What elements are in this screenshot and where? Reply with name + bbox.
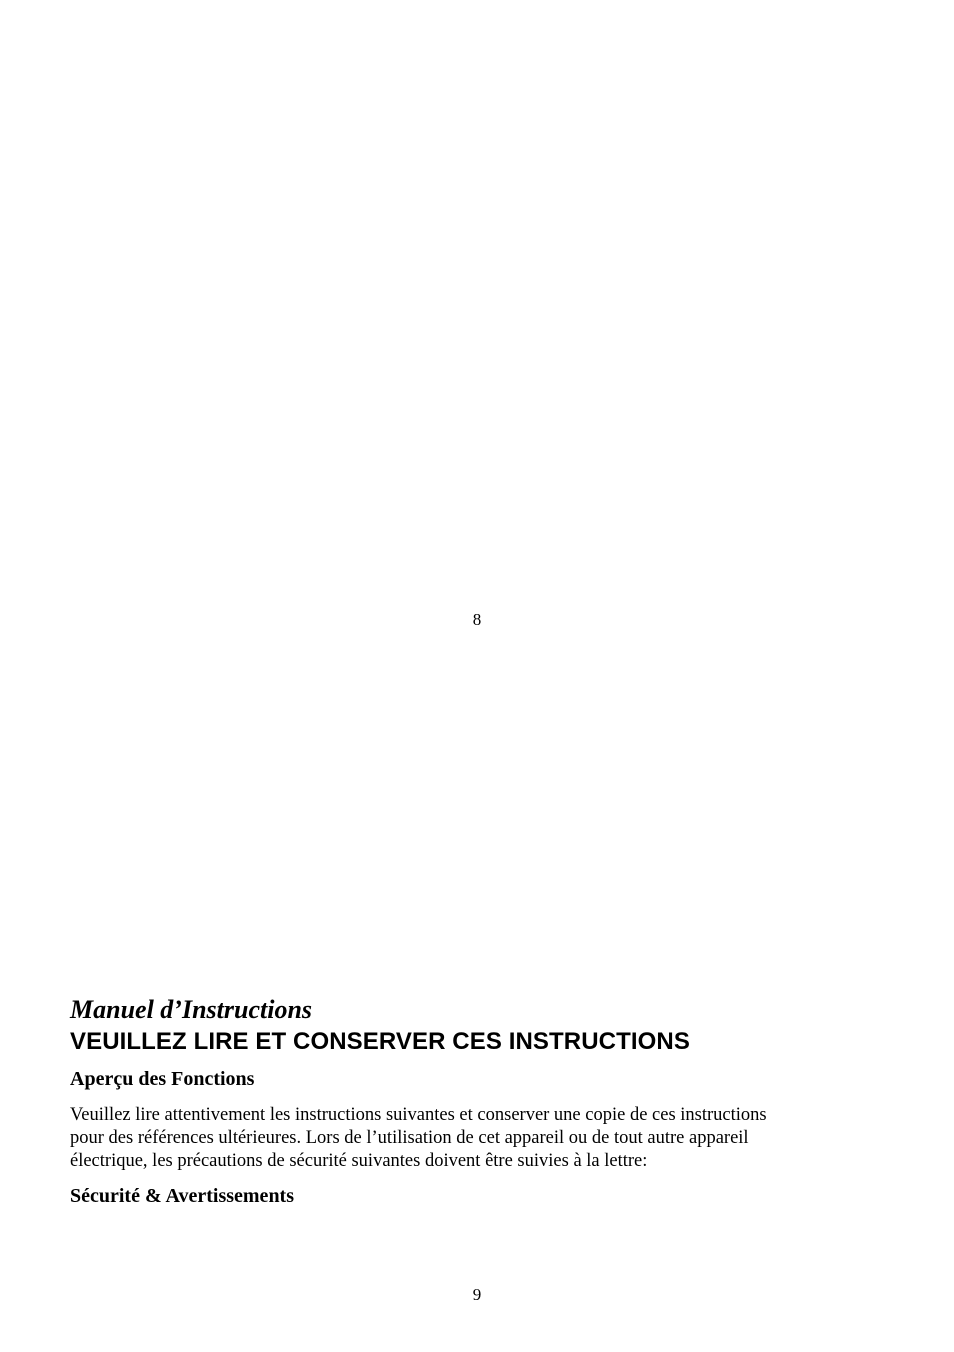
section-heading-overview: Aperçu des Fonctions [70,1068,255,1090]
page-number-bottom: 9 [472,1285,482,1304]
page-number-top: 8 [472,610,482,629]
paragraph-line: pour des références ultérieures. Lors de l’utilisation de cet appareil ou de tout autre appareil [70,1128,749,1148]
intro-paragraph [70,1104,890,1173]
document-content [70,994,890,1208]
section-heading-safety: Sécurité & Avertissements [70,1185,295,1207]
read-and-keep-heading: VEUILLEZ LIRE ET CONSERVER CES INSTRUCTIONS [70,1028,690,1055]
paragraph-line: Veuillez lire attentivement les instructions suivantes et conserver une copie de ces instructions [70,1105,767,1125]
paragraph-line: électrique, les précautions de sécurité suivantes doivent être suivies à la lettre: [70,1151,648,1171]
manual-title: Manuel d’Instructions [70,995,313,1024]
